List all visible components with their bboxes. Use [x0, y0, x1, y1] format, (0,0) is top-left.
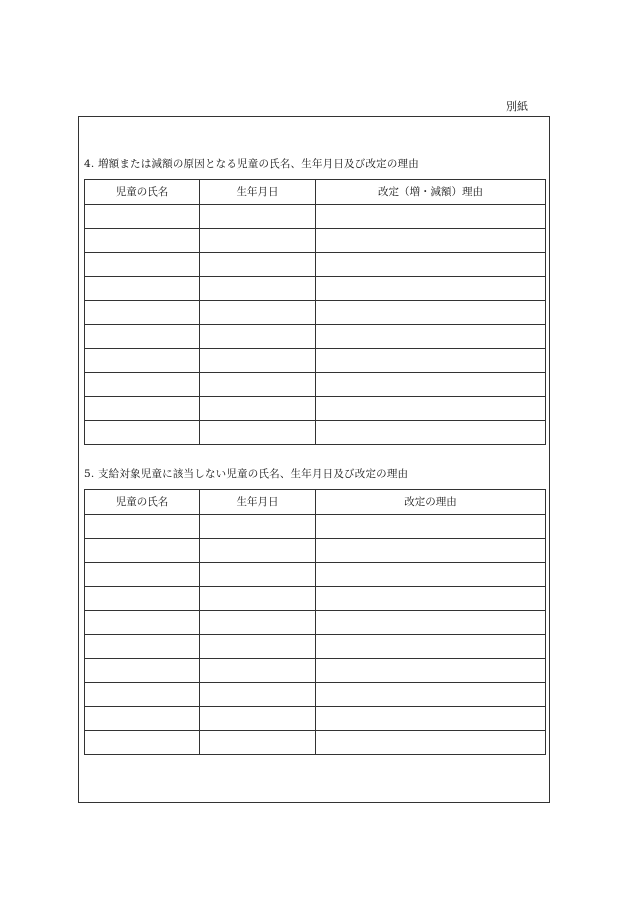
reason-cell[interactable] [316, 373, 546, 397]
birthdate-cell[interactable] [200, 421, 316, 445]
child-name-cell[interactable] [85, 587, 200, 611]
table-row [85, 229, 546, 253]
reason-cell[interactable] [316, 421, 546, 445]
table-row [85, 635, 546, 659]
child-name-cell[interactable] [85, 205, 200, 229]
child-name-cell[interactable] [85, 253, 200, 277]
child-name-cell[interactable] [85, 563, 200, 587]
annex-label: 別紙 [506, 100, 528, 113]
birthdate-cell[interactable] [200, 731, 316, 755]
birthdate-cell[interactable] [200, 325, 316, 349]
child-name-cell[interactable] [85, 515, 200, 539]
table-row [85, 277, 546, 301]
child-name-cell[interactable] [85, 707, 200, 731]
reason-cell[interactable] [316, 659, 546, 683]
table-row [85, 421, 546, 445]
child-name-cell[interactable] [85, 397, 200, 421]
reason-cell[interactable] [316, 707, 546, 731]
reason-cell[interactable] [316, 205, 546, 229]
column-header-child-name: 児童の氏名 [85, 180, 200, 205]
column-header-revision-reason: 改定の理由 [316, 490, 546, 515]
column-header-birthdate: 生年月日 [200, 490, 316, 515]
child-name-cell[interactable] [85, 635, 200, 659]
table-row [85, 373, 546, 397]
birthdate-cell[interactable] [200, 611, 316, 635]
table-row [85, 349, 546, 373]
reason-cell[interactable] [316, 349, 546, 373]
birthdate-cell[interactable] [200, 229, 316, 253]
child-name-cell[interactable] [85, 421, 200, 445]
child-name-cell[interactable] [85, 349, 200, 373]
reason-cell[interactable] [316, 635, 546, 659]
birthdate-cell[interactable] [200, 515, 316, 539]
birthdate-cell[interactable] [200, 373, 316, 397]
table-header-row [85, 180, 546, 205]
table-row [85, 587, 546, 611]
reason-cell[interactable] [316, 587, 546, 611]
column-header-child-name: 児童の氏名 [85, 490, 200, 515]
reason-cell[interactable] [316, 515, 546, 539]
child-name-cell[interactable] [85, 373, 200, 397]
birthdate-cell[interactable] [200, 205, 316, 229]
reason-cell[interactable] [316, 397, 546, 421]
column-header-birthdate: 生年月日 [200, 180, 316, 205]
reason-cell[interactable] [316, 301, 546, 325]
table-row [85, 611, 546, 635]
child-name-cell[interactable] [85, 325, 200, 349]
birthdate-cell[interactable] [200, 253, 316, 277]
birthdate-cell[interactable] [200, 397, 316, 421]
table-row [85, 731, 546, 755]
child-name-cell[interactable] [85, 277, 200, 301]
reason-cell[interactable] [316, 325, 546, 349]
table-row [85, 563, 546, 587]
table-row [85, 397, 546, 421]
table-row [85, 301, 546, 325]
reason-cell[interactable] [316, 277, 546, 301]
section-5-title: 5. 支給対象児童に該当しない児童の氏名、生年月日及び改定の理由 [84, 468, 409, 480]
table-row [85, 253, 546, 277]
child-name-cell[interactable] [85, 731, 200, 755]
birthdate-cell[interactable] [200, 563, 316, 587]
table-row [85, 683, 546, 707]
reason-cell[interactable] [316, 253, 546, 277]
birthdate-cell[interactable] [200, 635, 316, 659]
section-4-table [84, 179, 546, 445]
birthdate-cell[interactable] [200, 301, 316, 325]
table-row [85, 659, 546, 683]
table-row [85, 205, 546, 229]
birthdate-cell[interactable] [200, 277, 316, 301]
birthdate-cell[interactable] [200, 683, 316, 707]
child-name-cell[interactable] [85, 659, 200, 683]
column-header-revision-reason: 改定（増・減額）理由 [316, 180, 546, 205]
birthdate-cell[interactable] [200, 659, 316, 683]
section-4-title: 4. 増額または減額の原因となる児童の氏名、生年月日及び改定の理由 [84, 158, 419, 170]
child-name-cell[interactable] [85, 229, 200, 253]
table-row [85, 515, 546, 539]
table-row [85, 707, 546, 731]
child-name-cell[interactable] [85, 301, 200, 325]
reason-cell[interactable] [316, 229, 546, 253]
birthdate-cell[interactable] [200, 707, 316, 731]
child-name-cell[interactable] [85, 611, 200, 635]
reason-cell[interactable] [316, 611, 546, 635]
reason-cell[interactable] [316, 731, 546, 755]
birthdate-cell[interactable] [200, 349, 316, 373]
child-name-cell[interactable] [85, 539, 200, 563]
reason-cell[interactable] [316, 683, 546, 707]
birthdate-cell[interactable] [200, 587, 316, 611]
birthdate-cell[interactable] [200, 539, 316, 563]
child-name-cell[interactable] [85, 683, 200, 707]
section-5-table [84, 489, 546, 755]
reason-cell[interactable] [316, 563, 546, 587]
table-row [85, 325, 546, 349]
table-row [85, 539, 546, 563]
reason-cell[interactable] [316, 539, 546, 563]
table-header-row [85, 490, 546, 515]
